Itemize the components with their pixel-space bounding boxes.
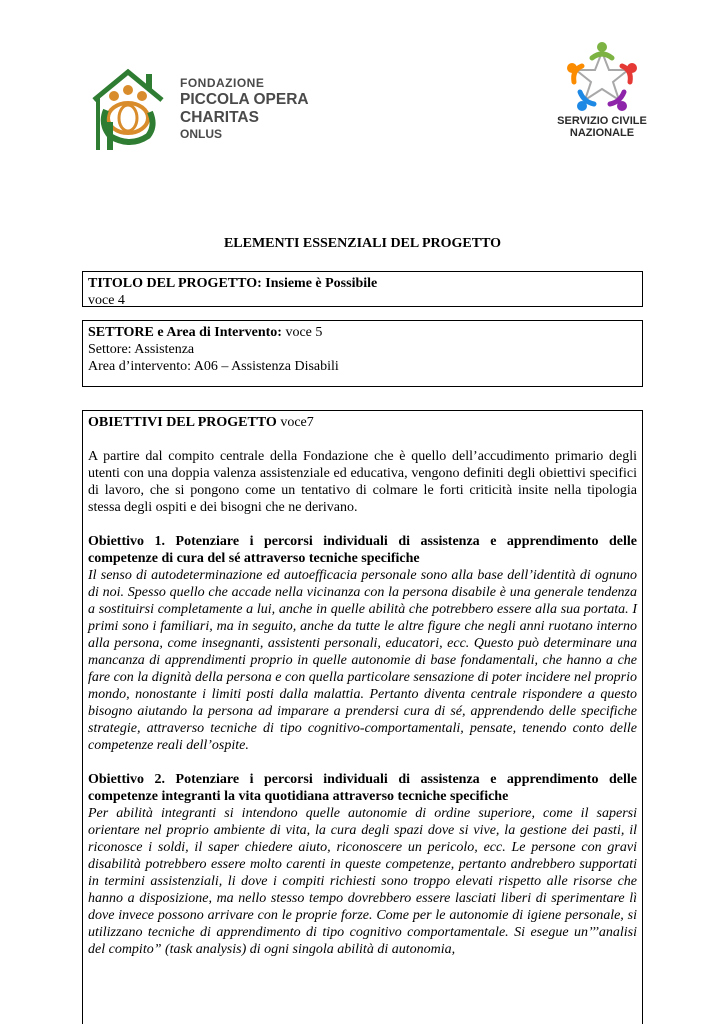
org-name-line2: PICCOLA OPERA CHARITAS (180, 91, 309, 126)
obiettivi-label: OBIETTIVI DEL PROGETTO (88, 415, 277, 430)
fondazione-logo (88, 66, 388, 152)
objective-1-title: Obiettivo 1. Potenziare i percorsi individuali di assistenza e apprendimento delle competenze di cura del sé attraverso tecniche specifiche (88, 534, 637, 566)
settore-box (82, 320, 643, 387)
project-title: TITOLO DEL PROGETTO: Insieme è Possibile (88, 276, 378, 291)
area-value: Area d’intervento: A06 – Assistenza Disabili (88, 359, 339, 374)
org-name (180, 76, 388, 142)
house-people-icon (88, 66, 180, 152)
scn-line1: SERVIZIO CIVILE (557, 115, 647, 127)
scn-line2: NAZIONALE (569, 126, 635, 139)
title-box (82, 271, 643, 307)
obiettivi-voce: voce7 (276, 415, 314, 430)
objective-1-body: Il senso di autodeterminazione ed autoefficacia personale sono alla base dell’identità di ognuno di noi. Spesso quello che accade nella vicinanza con la persona disabile è una generale tendenza a sostituirsi completamente a lui, anche in quelle abilità che potrebbero essere alla sua portata. I primi sono i familiari, ma in seguito, anche da tutte le altre figure che negli anni ruotano interno alla persona, come insegnanti, assistenti personali, educatori, ecc. Questo può determinare una mancanza di apprendimenti proprio in quelle autonomie di base fondamentali, che hanno a che fare con la dignità della persona e con quella particolare sensazione di poter incidere nel proprio mondo, nonostante i limiti posti dalla malattia. Pertanto diventa centrale rispondere a questo bisogno aiutando la persona ad imparare a prendersi cura di sé, apprendendo delle specifiche strategie, attraverso tecniche di tipo cognitivo-comportamentali, pensate, tenendo conto delle competenze reali dell’ospite. (88, 568, 637, 753)
servizio-civile-logo (552, 40, 652, 146)
objective-2-title: Obiettivo 2. Potenziare i percorsi individuali di assistenza e apprendimento delle competenze integranti la vita quotidiana attraverso tecniche specifiche (88, 772, 637, 804)
obiettivi-intro: A partire dal compito centrale della Fondazione che è quello dell’accudimento primario degli utenti con una doppia valenza assistenziale ed educativa, vengono definiti degli obiettivi specifici di lavoro, che si pongono come un tentativo di colmare le forti criticità insite nella tipologia stessa degli ospiti e dei bisogni che ne derivano. (88, 449, 637, 515)
scn-text (552, 116, 652, 139)
settore-value: Settore: Assistenza (88, 342, 195, 357)
obiettivi-box (82, 410, 643, 1024)
page-title: ELEMENTI ESSENZIALI DEL PROGETTO (223, 236, 502, 251)
org-name-line1: FONDAZIONE (180, 76, 265, 90)
settore-label: SETTORE e Area di Intervento: (88, 325, 282, 340)
objective-2-body: Per abilità integranti si intendono quelle autonomie di ordine superiore, come il sapersi orientare nel proprio ambiente di vita, la cura degli spazi dove si vive, la gestione dei pasti, il riconosce i soldi, il saper chiedere aiuto, riconoscere un pericolo, ecc. Le persone con gravi disabilità potrebbero essere molto carenti in queste competenze, pertanto andrebbero supportati in termini assistenziali, li dove i compiti richiesti sono troppo elevati rispetto alle risorse che hanno a disposizione, ma nello stesso tempo dovrebbero essere lasciati liberi di sperimentare lì dove invece possono arrivare con le proprie forze. Come per le autonomie di igiene personale, si utilizzano tecniche di apprendimento di tipo cognitivo comportamentale. Si esegue un’’’analisi del compito” (task analysis) di ogni singola abilità di autonomia, (88, 806, 637, 957)
title-voce: voce 4 (88, 293, 125, 308)
star-people-icon (562, 40, 642, 114)
settore-voce: voce 5 (281, 325, 323, 340)
org-name-line3: ONLUS (180, 127, 222, 141)
